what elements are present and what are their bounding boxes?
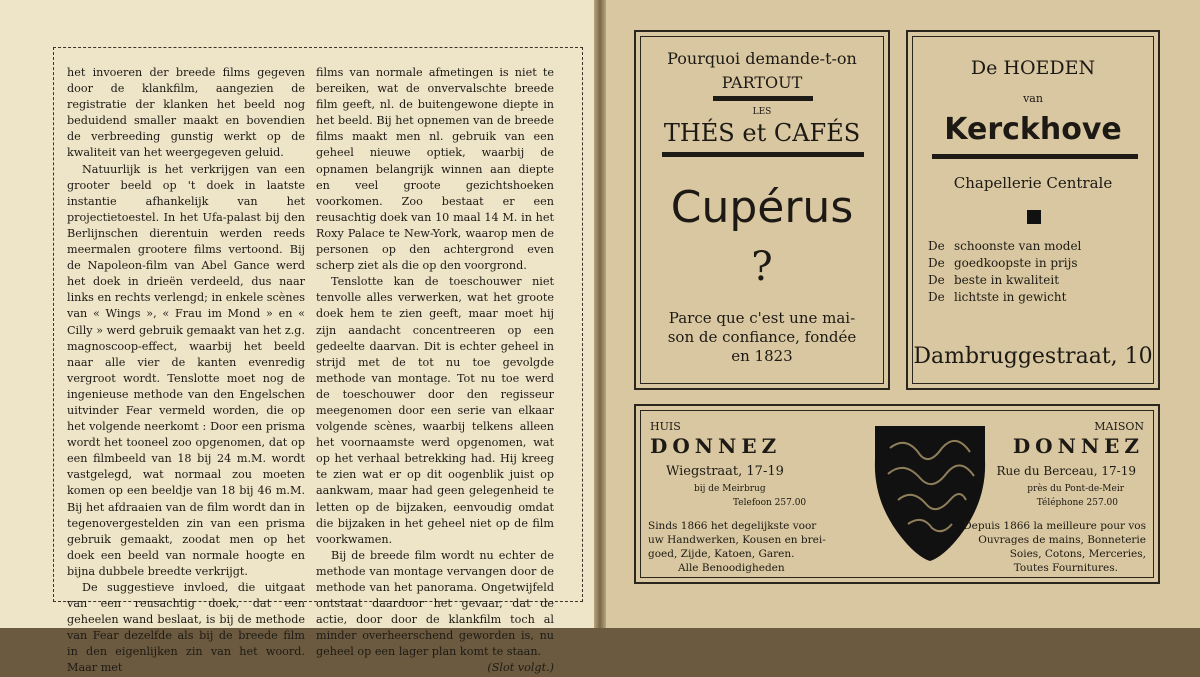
ad-address: Dambruggestraat, 10 [913,344,1153,369]
article-column-2 [316,65,554,677]
paragraph: De suggestieve invloed, die uitgaat van een reusachtig doek, dat een geheelen wand beslaat, is bij de methode van Fear dezelfde als bij de breede film in den eigenlijken zin van het woord. Maar met [67,581,305,675]
ad-text: Sinds 1866 het degelijkste voor [648,520,817,532]
ad-street: Wiegstraat, 17-19 [666,464,784,479]
book-gutter [594,0,606,628]
ad-kerckhove [906,30,1160,390]
article-column-1 [67,65,305,677]
paragraph: het invoeren der breede films gegeven door de klankfilm, aangezien de registratie der klanken het beeld nog beduidend smaller maakt en bovendien de verbreeding gunstig werkt op de kwaliteit van het weergegeven geluid. [67,66,305,160]
ad-tagline: son de confiance, fondée [667,328,857,346]
paragraph: Bij de breede film wordt nu echter de methode van montage vervangen door de methode van het panorama. Ongetwijfeld ontstaat daardoor het gevaar, dat de actie, door door de klankfilm toch al minder overheerschend geworden is, nu geheel op een lager plan komt te staan. [316,548,554,659]
ornament-vase-icon [870,426,990,566]
ad-donnez [634,404,1160,584]
ad-maison: MAISON [1094,420,1144,433]
ad-phone: Téléphone 257.00 [1036,498,1118,508]
ad-hoeden: De HOEDEN [970,57,1096,79]
ad-brand-cuperus: Cupérus [670,182,854,233]
ad-text: goed, Zijde, Katoen, Garen. [648,548,795,560]
ad-text: Depuis 1866 la meilleure pour vos [963,520,1146,532]
ad-tagline: Parce que c'est une mai- [668,309,856,327]
ad-question-line: Pourquoi demande-t-on [667,49,857,68]
list-item: De goedkoopste in prijs [928,256,1078,270]
paragraph: Natuurlijk is het verkrijgen van een grooter beeld op 't doek in laatste instantie afhankelijk van het projectietoestel. In het Ufa-palast bij den Berlijnschen dierentuin werden reeds meermalen grootere films vertoond. Bij de Napoleon-film van Abel Gance werd het doek in drieën verdeeld, dus naar links en rechts verlengd; in enkele scènes van « Wings », « Frau im Mond » en « Cilly » werd gebruik gemaakt van het z.g. magnoscoop-effect, waarbij het beeld naar alle vier de kanten evenredig vergroot wordt. Tenslotte moet nog de ingenieuse methode van den Engelschen uitvinder Fear vermeld worden, die op het volgende neerkomt : Door een prisma wordt het tooneel zoo opgenomen, dat op een filmbeeld van 18 bij 24 m.M. wordt vastgelegd, wat normaal zou moeten komen op een beeldje van 18 bij 46 m.M. Bij het afdraaien van de film wordt dan in tegenovergestelden zin van een prisma gebruik gemaakt, zoodat men op het doek een beeld van normale hoogte en bijna dubbele breedte verkrijgt. [67,162,305,578]
right-page [606,0,1200,628]
left-page [0,0,594,675]
paragraph: films van normale afmetingen is niet te bereiken, wat de onvervalschte breede film geeft, nl. de buitengewone diepte in het beeld. Bij het opnemen van de breede films maakt men nl. gebruik van een geheel nieuwe optiek, waarbij de opnamen belangrijk winnen aan diepte en veel groote gezichtshoeken voorkomen. Zoo bestaat er een reusachtig doek van 10 maal 14 M. in het Roxy Palace te New-York, waarop men de personen op den achtergrond even scherp ziet als die op den voorgrond. [316,66,554,273]
ad-van: van [1023,92,1043,105]
ad-chapellerie: Chapellerie Centrale [953,174,1113,192]
ad-text: uw Handwerken, Kousen en brei- [648,534,826,546]
ad-les: LES [752,107,772,117]
ad-street: Rue du Berceau, 17-19 [996,464,1136,478]
ad-donnez-name: DONNEZ [1012,434,1144,458]
ad-text: Ouvrages de mains, Bonneterie [978,534,1146,546]
ad-phone: Telefoon 257.00 [733,498,807,508]
square-ornament-icon [1027,210,1041,224]
ad-thes-cafes: THÉS et CAFÉS [663,119,861,147]
ad-donnez-name: DONNEZ [650,434,782,458]
ad-brand-kerckhove: Kerckhove [944,112,1122,147]
ad-near: près du Pont-de-Meir [1027,484,1124,494]
ad-feature-list [928,238,1081,306]
ad-text: Toutes Fournitures. [1013,562,1118,574]
ad-partout: PARTOUT [721,73,803,92]
continued-note: (Slot volgt.) [487,661,554,675]
ad-near: bij de Meirbrug [694,484,766,494]
ad-tagline: en 1823 [731,347,793,365]
ad-huis: HUIS [650,420,681,433]
list-item: De schoonste van model [928,239,1082,253]
ad-text: Alle Benoodigheden [678,562,785,574]
paragraph: Tenslotte kan de toeschouwer niet tenvolle alles verwerken, wat het groote doek hem te zien geeft, maar moet hij zijn aandacht concentreeren op een gedeelte daarvan. Dit is echter geheel in strijd met de tot nu toe gevolgde methode van montage. Tot nu toe werd de toeschouwer door den regisseur meegenomen door een serie van elkaar volgende scènes, waarbij telkens alleen het voornaamste werd opgenomen, wat op het verhaal betrekking had. Hij kreeg te zien wat er op dit oogenblik juist op aankwam, maar had geen gelegenheid te letten op de bijzaken, eenvoudig omdat die bijzaken in het geheel niet op de film voorkwamen. [316,275,554,546]
article-frame [53,47,583,675]
list-item: De lichtste in gewicht [928,290,1067,304]
ad-question-mark: ? [751,244,773,290]
ad-text: Soies, Cotons, Merceries, [1009,548,1146,560]
ad-cuperus [634,30,890,390]
list-item: De beste in kwaliteit [928,273,1060,287]
